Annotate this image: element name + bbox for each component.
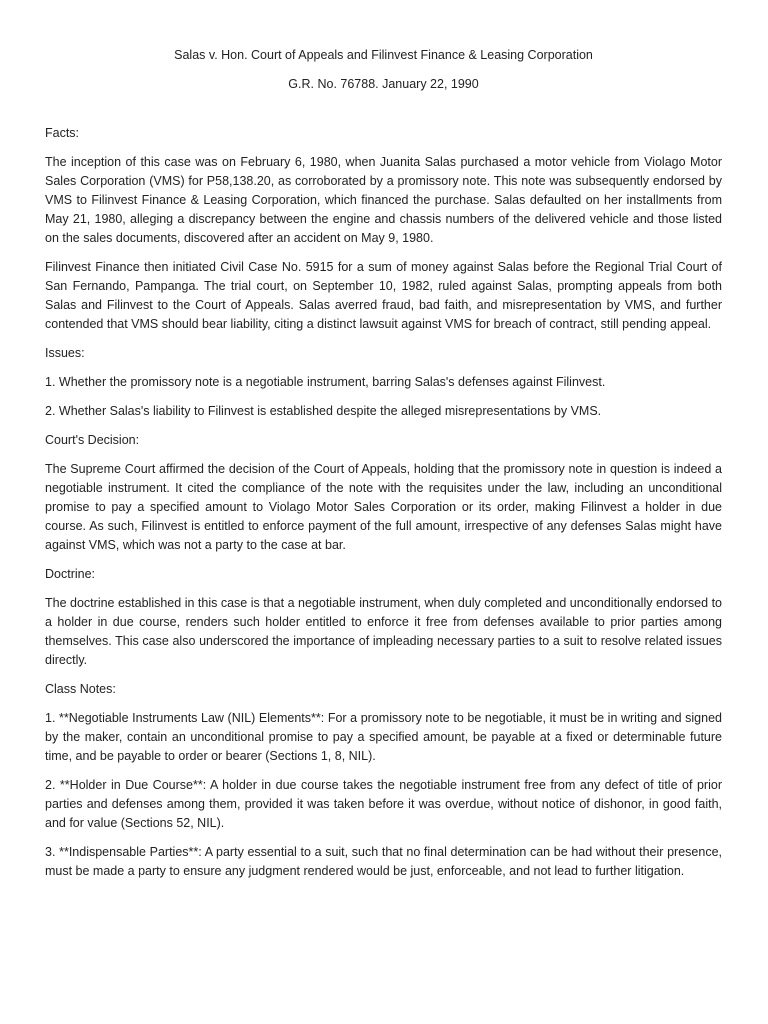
issue-item: 2. Whether Salas's liability to Filinvest is established despite the alleged misrepresentations by VMS. [45,404,602,418]
decision-heading: Court's Decision: [45,433,140,447]
case-title: Salas v. Hon. Court of Appeals and Filinvest Finance & Leasing Corporation [174,48,593,62]
issue-item: 1. Whether the promissory note is a negotiable instrument, barring Salas's defenses against Filinvest. [45,375,606,389]
doctrine-heading: Doctrine: [45,567,96,581]
class-note-item: 3. **Indispensable Parties**: A party essential to a suit, such that no final determination can be had without their presence, must be made a party to ensure any judgment rendered would be just, enforceable, and not lead to further litigation. [45,845,722,878]
decision-paragraph: The Supreme Court affirmed the decision of the Court of Appeals, holding that the promissory note in question is indeed a negotiable instrument. It cited the compliance of the note with the requisites under the law, including an unconditional promise to pay a specified amount to Violago Motor Sales Corporation or its order, making Filinvest a holder in due course. As such, Filinvest is entitled to enforce payment of the full amount, irrespective of any defenses Salas might have against VMS, which was not a party to the case at bar. [45,462,722,552]
class-note-item: 1. **Negotiable Instruments Law (NIL) Elements**: For a promissory note to be negotiable, it must be in writing and signed by the maker, contain an unconditional promise to pay a specified amount, be payable at a fixed or determinable future time, and be payable to order or bearer (Sections 1, 8, NIL). [45,711,722,763]
facts-paragraph: The inception of this case was on February 6, 1980, when Juanita Salas purchased a motor vehicle from Violago Motor Sales Corporation (VMS) for P58,138.20, as corroborated by a promissory note. This note was subsequently endorsed by VMS to Filinvest Finance & Leasing Corporation, which financed the purchase. Salas defaulted on her installments from May 21, 1980, alleging a discrepancy between the engine and chassis numbers of the delivered vehicle and those listed on the sales documents, discovered after an accident on May 9, 1980. [45,155,722,245]
document-page [45,46,722,891]
class-note-item: 2. **Holder in Due Course**: A holder in due course takes the negotiable instrument free from any defect of title of prior parties and defenses among them, provided it was taken before it was overdue, without notice of dishonor, in good faith, and for value (Sections 52, NIL). [45,778,722,830]
doctrine-paragraph: The doctrine established in this case is that a negotiable instrument, when duly completed and unconditionally endorsed to a holder in due course, renders such holder entitled to enforce it free from defenses available to prior parties among themselves. This case also underscored the importance of impleading necessary parties to a suit to resolve related issues directly. [45,596,722,667]
class-notes-heading: Class Notes: [45,682,116,696]
facts-paragraph: Filinvest Finance then initiated Civil Case No. 5915 for a sum of money against Salas before the Regional Trial Court of San Fernando, Pampanga. The trial court, on September 10, 1982, ruled against Salas, prompting appeals from both Salas and Filinvest to the Court of Appeals. Salas averred fraud, bad faith, and misrepresentation by VMS, and further contended that VMS should bear liability, citing a distinct lawsuit against VMS for breach of contract, still pending appeal. [45,260,722,331]
case-citation: G.R. No. 76788. January 22, 1990 [288,77,479,91]
facts-heading: Facts: [45,126,80,140]
issues-heading: Issues: [45,346,85,360]
